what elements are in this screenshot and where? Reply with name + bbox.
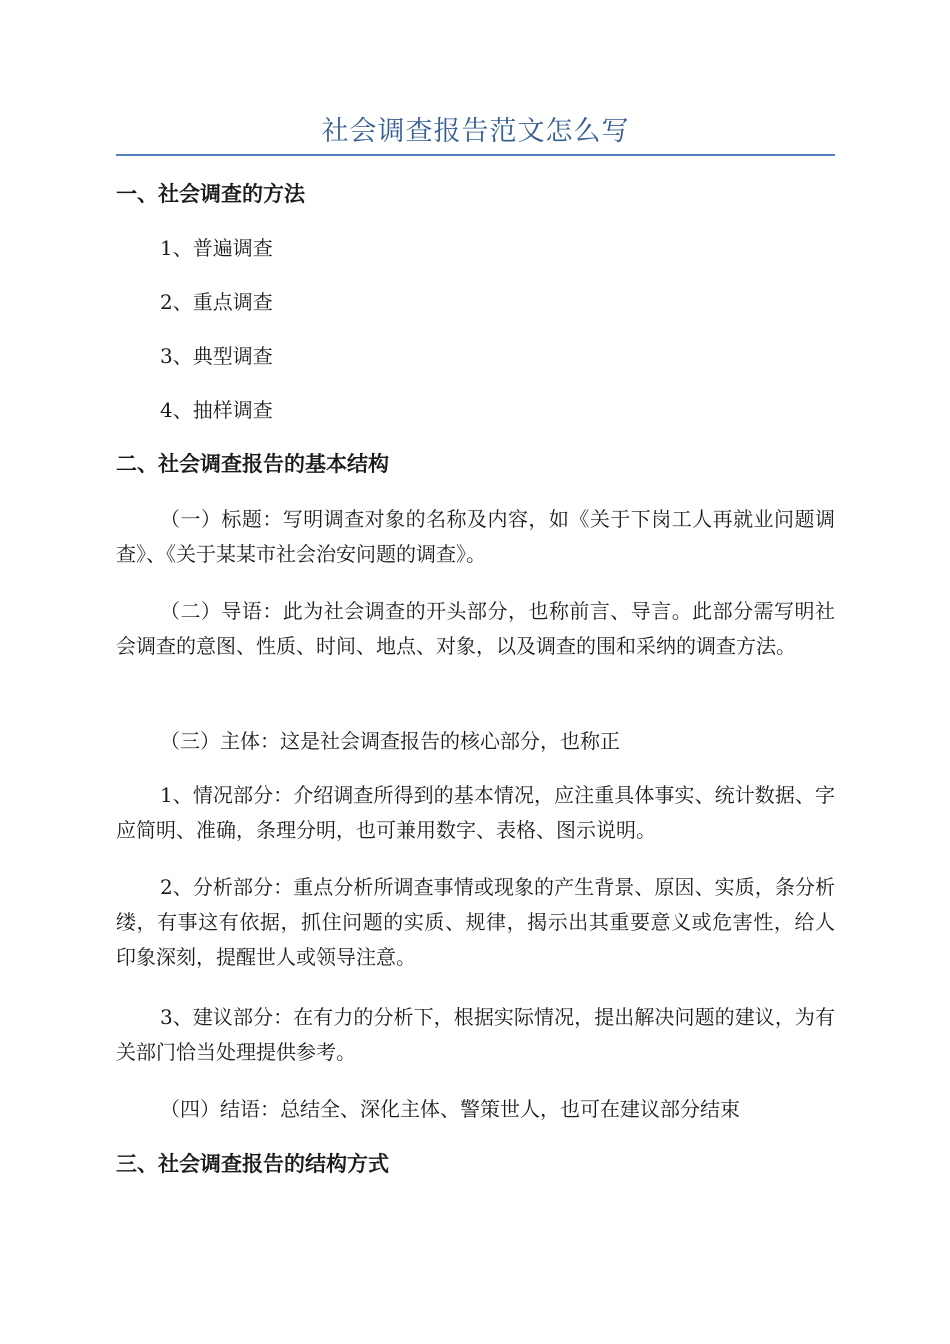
list-item: 2、重点调查 (160, 290, 273, 314)
section-heading-3: 三、社会调查报告的结构方式 (116, 1151, 389, 1176)
list-item: 1、普遍调查 (160, 236, 273, 260)
paragraph-body: （三）主体：这是社会调查报告的核心部分，也称正 (160, 729, 620, 753)
list-item: 3、典型调查 (160, 344, 273, 368)
section-heading-2: 二、社会调查报告的基本结构 (116, 451, 389, 476)
paragraph-conclusion: （四）结语：总结全、深化主体、警策世人，也可在建议部分结束 (160, 1097, 740, 1121)
page-title: 社会调查报告范文怎么写 (321, 116, 630, 147)
paragraph-suggestion: 3、建议部分：在有力的分析下，根据实际情况，提出解决问题的建议，为有关部门恰当处理提供参考。 (116, 1005, 835, 1064)
paragraph-title: （一）标题：写明调查对象的名称及内容，如《关于下岗工人再就业问题调查》、《关于某某市社会治安问题的调查》。 (116, 507, 835, 566)
paragraph-analysis: 2、分析部分：重点分析所调查事情或现象的产生背景、原因、实质，条分析缕，有事这有依据，抓住问题的实质、规律，揭示出其重要意义或危害性，给人印象深刻，提醒世人或领导注意。 (116, 875, 835, 969)
title-block (116, 112, 835, 156)
list-item: 4、抽样调查 (160, 398, 273, 422)
paragraph-situation: 1、情况部分：介绍调查所得到的基本情况，应注重具体事实、统计数据、字应简明、准确，条理分明，也可兼用数字、表格、图示说明。 (116, 783, 835, 842)
section-heading-1: 一、社会调查的方法 (116, 181, 305, 206)
paragraph-intro: （二）导语：此为社会调查的开头部分，也称前言、导言。此部分需写明社会调查的意图、性质、时间、地点、对象，以及调查的围和采纳的调查方法。 (116, 599, 835, 658)
